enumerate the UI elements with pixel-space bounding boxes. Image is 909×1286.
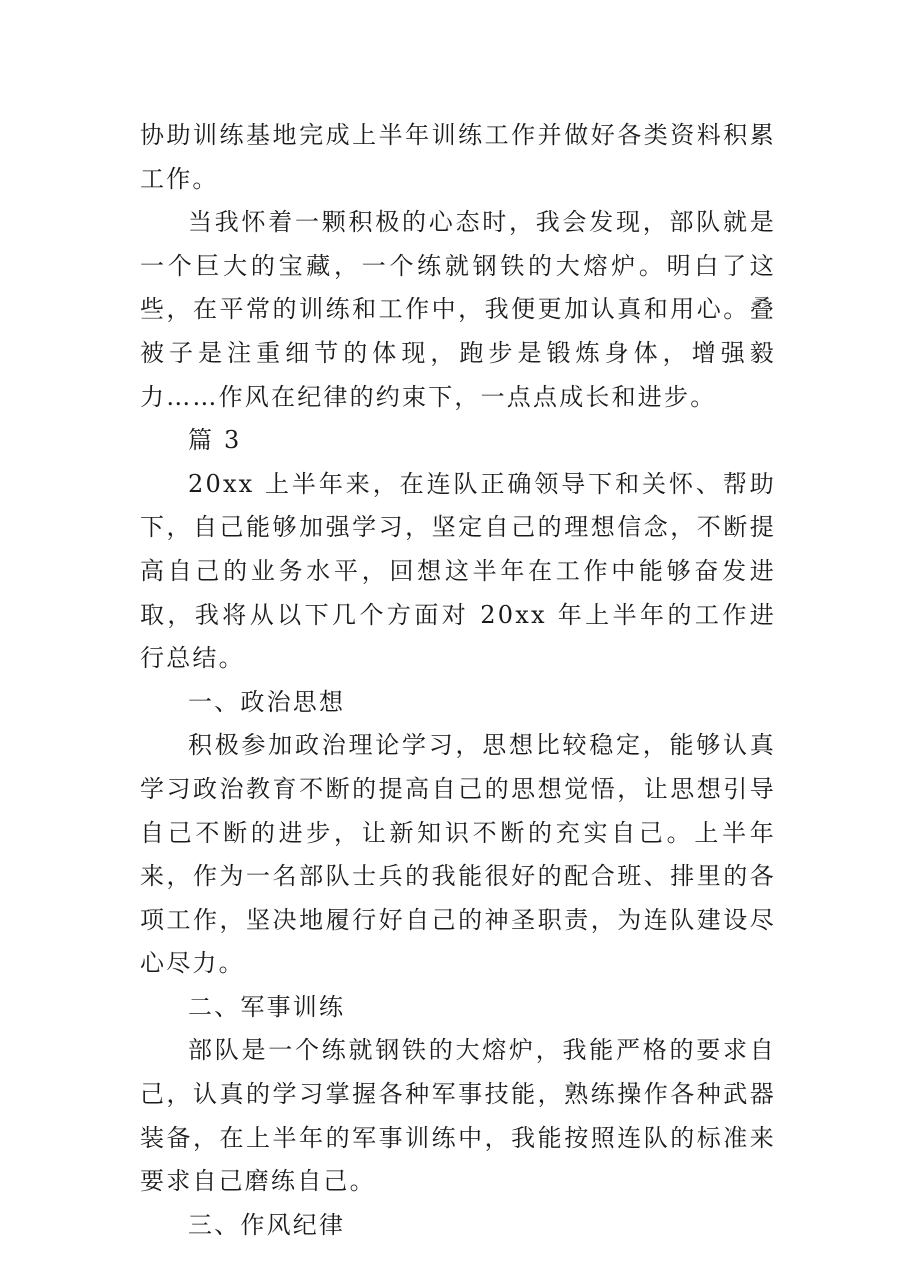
paragraph-continuation: 协助训练基地完成上半年训练工作并做好各类资料积累工作。 bbox=[140, 121, 776, 193]
section-heading-discipline: 三、作风纪律 bbox=[188, 1210, 346, 1239]
document-body bbox=[140, 114, 776, 1247]
section-heading-military-training: 二、军事训练 bbox=[188, 992, 346, 1021]
paragraph-politics: 积极参加政治理论学习，思想比较稳定，能够认真学习政治教育不断的提高自己的思想觉悟，让思想引导自己不断的进步，让新知识不断的充实自己。上半年来，作为一名部队士兵的我能很好的配合班、排里的各项工作，坚决地履行好自己的神圣职责，为连队建设尽心尽力。 bbox=[140, 731, 776, 978]
paragraph-mindset: 当我怀着一颗积极的心态时，我会发现，部队就是一个巨大的宝藏，一个练就钢铁的大熔炉。明白了这些，在平常的训练和工作中，我便更加认真和用心。叠被子是注重细节的体现，跑步是锻炼身体，增强毅力……作风在纪律的约束下，一点点成长和进步。 bbox=[140, 208, 776, 411]
section-heading-part-3: 篇 3 bbox=[188, 426, 242, 455]
paragraph-intro-summary: 20xx 上半年来，在连队正确领导下和关怀、帮助下，自己能够加强学习，坚定自己的理想信念，不断提高自己的业务水平，回想这半年在工作中能够奋发进取，我将从以下几个方面对 20xx 年上半年的工作进行总结。 bbox=[140, 469, 776, 673]
section-heading-politics: 一、政治思想 bbox=[188, 687, 346, 716]
paragraph-military-training: 部队是一个练就钢铁的大熔炉，我能严格的要求自己，认真的学习掌握各种军事技能，熟练操作各种武器装备，在上半年的军事训练中，我能按照连队的标准来要求自己磨练自己。 bbox=[140, 1036, 776, 1196]
